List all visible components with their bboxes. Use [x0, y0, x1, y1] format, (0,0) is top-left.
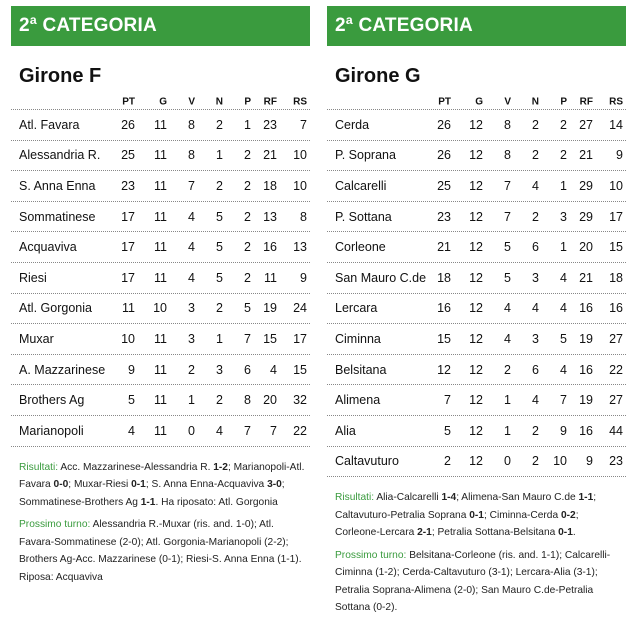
stat-value: 20 [579, 240, 593, 255]
table-row [327, 141, 626, 172]
category-banner: 2ª CATEGORIA [327, 6, 626, 46]
table-row [327, 447, 626, 478]
stat-value: 2 [504, 362, 511, 377]
stat-value: 9 [560, 423, 567, 438]
stat-value: 9 [616, 148, 623, 163]
stat-value: 2 [244, 178, 251, 193]
girone-title: Girone G [335, 65, 421, 87]
stat-value: 4 [188, 240, 195, 255]
stat-value: 8 [300, 209, 307, 224]
result-score: 0-1 [131, 479, 146, 491]
stat-value: 12 [469, 454, 483, 469]
stat-value: 7 [188, 178, 195, 193]
stat-value: 19 [579, 331, 593, 346]
stat-value: 23 [609, 454, 623, 469]
stat-value: 5 [444, 423, 451, 438]
stat-value: 44 [609, 423, 623, 438]
stat-value: 6 [532, 362, 539, 377]
stat-value: 10 [293, 178, 307, 193]
stat-value: 6 [532, 240, 539, 255]
stat-value: 8 [188, 117, 195, 132]
table-row [327, 324, 626, 355]
team-name: Alessandria R. [19, 148, 101, 163]
stat-value: 8 [504, 148, 511, 163]
result-text: ; Caltavuturo-Petralia Soprana [335, 492, 597, 521]
stat-value: 19 [579, 393, 593, 408]
stat-value: 2 [244, 148, 251, 163]
table-row [11, 416, 310, 447]
stat-value: 29 [579, 178, 593, 193]
result-score: 1-4 [441, 492, 457, 504]
stat-value: 27 [579, 117, 593, 132]
stat-value: 12 [469, 148, 483, 163]
stat-value: 11 [154, 117, 167, 132]
stat-value: 5 [560, 331, 567, 346]
stat-value: 3 [532, 331, 539, 346]
stat-value: 7 [560, 393, 567, 408]
stat-value: 2 [216, 301, 223, 316]
stat-value: 17 [609, 209, 623, 224]
table-row [11, 263, 310, 294]
stat-value: 16 [579, 362, 593, 377]
stat-value: 1 [560, 240, 567, 255]
match-notes [327, 489, 626, 617]
table-row [327, 294, 626, 325]
team-name: Belsitana [335, 362, 387, 377]
stat-value: 7 [444, 393, 451, 408]
stat-value: 4 [532, 178, 539, 193]
result-score: 0-2 [560, 509, 576, 521]
stat-value: 2 [532, 117, 539, 132]
column-header: N [215, 96, 223, 107]
result-text: ; S. Anna Enna-Acquaviva [145, 479, 268, 491]
table-row [11, 355, 310, 386]
stat-value: 24 [293, 301, 307, 316]
stat-value: 17 [121, 240, 135, 255]
stat-value: 4 [532, 393, 539, 408]
team-name: P. Sottana [335, 209, 392, 224]
stat-value: 1 [216, 148, 223, 163]
stat-value: 14 [609, 117, 623, 132]
stat-value: 4 [128, 423, 135, 438]
stat-value: 16 [609, 301, 623, 316]
stat-value: 27 [609, 331, 623, 346]
stat-value: 1 [188, 393, 195, 408]
table-row [11, 202, 310, 233]
result-text: ; Ciminna-Cerda [483, 509, 561, 521]
stat-value: 7 [504, 209, 511, 224]
next-round-paragraph [335, 547, 626, 617]
stat-value: 2 [532, 454, 539, 469]
result-text: Alia-Calcarelli [376, 492, 442, 504]
stat-value: 12 [469, 331, 483, 346]
stat-value: 12 [469, 240, 483, 255]
stat-value: 6 [244, 362, 251, 377]
results-paragraph [335, 489, 626, 542]
stat-value: 4 [560, 270, 567, 285]
stat-value: 11 [154, 270, 167, 285]
team-name: Alimena [335, 393, 381, 408]
stat-value: 12 [437, 362, 451, 377]
table-row [327, 232, 626, 263]
stat-value: 2 [244, 209, 251, 224]
stat-value: 27 [609, 393, 623, 408]
stat-value: 2 [244, 270, 251, 285]
stat-value: 3 [216, 362, 223, 377]
column-header: G [159, 96, 167, 107]
stat-value: 5 [504, 270, 511, 285]
result-text: ; Petralia Sottana-Belsitana [431, 527, 559, 539]
column-header: V [188, 96, 195, 107]
stat-value: 2 [244, 240, 251, 255]
stat-value: 4 [560, 301, 567, 316]
column-header: PT [438, 96, 451, 107]
stat-value: 3 [560, 209, 567, 224]
stat-value: 2 [532, 148, 539, 163]
team-name: Ciminna [335, 331, 381, 346]
column-header: PT [122, 96, 135, 107]
team-name: Atl. Favara [19, 117, 80, 132]
stat-value: 7 [504, 178, 511, 193]
result-score: 2-1 [417, 527, 432, 539]
team-name: Caltavuturo [335, 454, 399, 469]
team-name: S. Anna Enna [19, 178, 96, 193]
stat-value: 32 [293, 393, 307, 408]
team-name: Calcarelli [335, 178, 387, 193]
result-score: 1-1 [140, 496, 156, 508]
table-row [11, 141, 310, 172]
stat-value: 11 [154, 362, 167, 377]
result-text: ; Sommatinese-Brothers Ag [19, 479, 285, 508]
stat-value: 2 [216, 178, 223, 193]
stat-value: 2 [188, 362, 195, 377]
team-name: Sommatinese [19, 209, 96, 224]
table-row [11, 324, 310, 355]
stat-value: 23 [263, 117, 277, 132]
next-round-label: Prossimo turno: [19, 519, 91, 531]
results-label: Risultati: [19, 461, 59, 473]
stat-value: 9 [128, 362, 135, 377]
section-girone-f [11, 6, 310, 591]
stat-value: 5 [244, 301, 251, 316]
stat-value: 13 [293, 240, 307, 255]
stat-value: 10 [609, 178, 623, 193]
column-header: RS [609, 96, 623, 107]
stat-value: 12 [469, 423, 483, 438]
stat-value: 11 [264, 270, 277, 285]
stat-value: 29 [579, 209, 593, 224]
result-text: Acc. Mazzarinese-Alessandria R. [60, 461, 214, 473]
stat-value: 5 [216, 209, 223, 224]
table-row [327, 171, 626, 202]
stat-value: 18 [609, 270, 623, 285]
stat-value: 3 [188, 331, 195, 346]
table-row [327, 416, 626, 447]
team-name: Atl. Gorgonia [19, 301, 92, 316]
stat-value: 5 [216, 240, 223, 255]
result-score: 0-0 [53, 479, 69, 491]
stat-value: 15 [263, 331, 277, 346]
team-name: San Mauro C.de [335, 270, 427, 285]
stat-value: 12 [469, 393, 483, 408]
stat-value: 16 [437, 301, 451, 316]
stat-value: 4 [504, 331, 511, 346]
stat-value: 11 [122, 301, 135, 316]
stat-value: 17 [293, 331, 307, 346]
stat-value: 3 [532, 270, 539, 285]
column-header: RF [263, 96, 277, 107]
next-round-text: Belsitana-Corleone (ris. and. 1-1); Calcarelli-Ciminna (1-2); Cerda-Caltavuturo (3-1); Lercara-Alia (3-1); Petralia Soprana-Alimena (2-0); San Mauro C.de-Petralia Sottana (0-2). [335, 549, 611, 614]
stat-value: 21 [263, 148, 277, 163]
column-header: RF [579, 96, 593, 107]
stat-value: 26 [437, 117, 451, 132]
team-name: Cerda [335, 117, 370, 132]
stat-value: 4 [560, 362, 567, 377]
stat-value: 11 [154, 209, 167, 224]
stat-value: 12 [469, 178, 483, 193]
stat-value: 10 [293, 148, 307, 163]
stat-value: 11 [154, 240, 167, 255]
next-round-text: Alessandria R.-Muxar (ris. and. 1-0); Atl. Favara-Sommatinese (2-0); Atl. Gorgonia-Marianopoli (2-2); Brothers Ag-Acc. Mazzarinese (0-1); Riesi-S. Anna Enna (1-1). Riposa: Acquaviva [19, 519, 302, 583]
stat-value: 11 [154, 148, 167, 163]
standings-header [327, 94, 626, 110]
team-name: Acquaviva [19, 240, 77, 255]
stat-value: 16 [579, 301, 593, 316]
stat-value: 22 [609, 362, 623, 377]
stat-value: 1 [560, 178, 567, 193]
stat-value: 25 [437, 178, 451, 193]
stat-value: 12 [469, 362, 483, 377]
results-paragraph [19, 459, 310, 512]
stat-value: 23 [437, 209, 451, 224]
team-name: Riesi [19, 270, 47, 285]
stat-value: 8 [504, 117, 511, 132]
stat-value: 20 [263, 393, 277, 408]
column-header: P [244, 96, 251, 107]
result-score: 0-1 [469, 509, 484, 521]
stat-value: 1 [216, 331, 223, 346]
match-notes [11, 459, 310, 587]
column-header: G [475, 96, 483, 107]
stat-value: 21 [437, 240, 451, 255]
team-name: Lercara [335, 301, 378, 316]
table-row [327, 202, 626, 233]
team-name: A. Mazzarinese [19, 362, 106, 377]
stat-value: 7 [244, 423, 251, 438]
result-text: ; Muxar-Riesi [68, 479, 132, 491]
table-row [327, 263, 626, 294]
category-banner: 2ª CATEGORIA [11, 6, 310, 46]
stat-value: 12 [469, 270, 483, 285]
stat-value: 15 [609, 240, 623, 255]
stat-value: 4 [216, 423, 223, 438]
column-header: V [504, 96, 511, 107]
stat-value: 5 [216, 270, 223, 285]
table-row [11, 385, 310, 416]
stat-value: 0 [504, 454, 511, 469]
stat-value: 4 [188, 270, 195, 285]
stat-value: 12 [469, 209, 483, 224]
table-row [11, 232, 310, 263]
team-name: Muxar [19, 331, 54, 346]
stat-value: 0 [188, 423, 195, 438]
stat-value: 2 [216, 393, 223, 408]
result-score: 3-0 [267, 479, 282, 491]
stat-value: 2 [532, 423, 539, 438]
standings-header [11, 94, 310, 110]
table-row [327, 110, 626, 141]
stat-value: 19 [263, 301, 277, 316]
stat-value: 7 [244, 331, 251, 346]
stat-value: 23 [121, 178, 135, 193]
result-text: ; Corleone-Lercara [335, 509, 579, 539]
table-row [11, 171, 310, 202]
stat-value: 18 [437, 270, 451, 285]
stat-value: 8 [244, 393, 251, 408]
table-row [327, 355, 626, 386]
stat-value: 4 [532, 301, 539, 316]
team-name: P. Soprana [335, 148, 396, 163]
next-round-label: Prossimo turno: [335, 549, 407, 561]
stat-value: 17 [121, 209, 135, 224]
stat-value: 16 [263, 240, 277, 255]
column-header: RS [293, 96, 307, 107]
stat-value: 11 [154, 423, 167, 438]
table-row [11, 110, 310, 141]
result-text: ; Alimena-San Mauro C.de [456, 492, 579, 504]
team-name: Corleone [335, 240, 386, 255]
stat-value: 4 [188, 209, 195, 224]
stat-value: 15 [437, 331, 451, 346]
stat-value: 12 [469, 117, 483, 132]
stat-value: 26 [121, 117, 135, 132]
stat-value: 11 [154, 393, 167, 408]
stat-value: 16 [579, 423, 593, 438]
stat-value: 22 [293, 423, 307, 438]
stat-value: 21 [579, 270, 593, 285]
stat-value: 4 [504, 301, 511, 316]
result-text: . Ha riposato: Atl. Gorgonia [155, 496, 278, 508]
section-girone-g [327, 6, 626, 622]
stat-value: 10 [121, 331, 135, 346]
stat-value: 5 [128, 393, 135, 408]
stat-value: 5 [504, 240, 511, 255]
next-round-paragraph [19, 516, 310, 586]
stat-value: 2 [560, 117, 567, 132]
stat-value: 4 [270, 362, 277, 377]
stat-value: 3 [188, 301, 195, 316]
girone-title: Girone F [19, 65, 102, 87]
stat-value: 9 [586, 454, 593, 469]
stat-value: 13 [263, 209, 277, 224]
stat-value: 10 [553, 454, 567, 469]
stat-value: 11 [154, 178, 167, 193]
team-name: Brothers Ag [19, 393, 85, 408]
team-name: Alia [335, 423, 356, 438]
stat-value: 2 [444, 454, 451, 469]
stat-value: 2 [216, 117, 223, 132]
stat-value: 11 [154, 331, 167, 346]
team-name: Marianopoli [19, 423, 84, 438]
stat-value: 7 [270, 423, 277, 438]
result-score: 0-1 [558, 527, 573, 539]
stat-value: 12 [469, 301, 483, 316]
stat-value: 10 [153, 301, 167, 316]
stat-value: 9 [300, 270, 307, 285]
stat-value: 26 [437, 148, 451, 163]
stat-value: 1 [504, 423, 511, 438]
result-score: 1-1 [578, 492, 594, 504]
result-text: ; Marianopoli-Atl. Favara [19, 461, 305, 491]
stat-value: 17 [121, 270, 135, 285]
table-row [11, 294, 310, 325]
stat-value: 25 [121, 148, 135, 163]
stat-value: 1 [504, 393, 511, 408]
stat-value: 2 [532, 209, 539, 224]
result-score: 1-2 [213, 461, 228, 473]
stat-value: 15 [293, 362, 307, 377]
stat-value: 8 [188, 148, 195, 163]
stat-value: 2 [560, 148, 567, 163]
stat-value: 18 [263, 178, 277, 193]
results-label: Risultati: [335, 492, 375, 504]
stat-value: 7 [300, 117, 307, 132]
table-row [327, 385, 626, 416]
column-header: P [560, 96, 567, 107]
stat-value: 21 [579, 148, 593, 163]
stat-value: 1 [244, 117, 251, 132]
result-text: . [572, 527, 576, 539]
column-header: N [531, 96, 539, 107]
